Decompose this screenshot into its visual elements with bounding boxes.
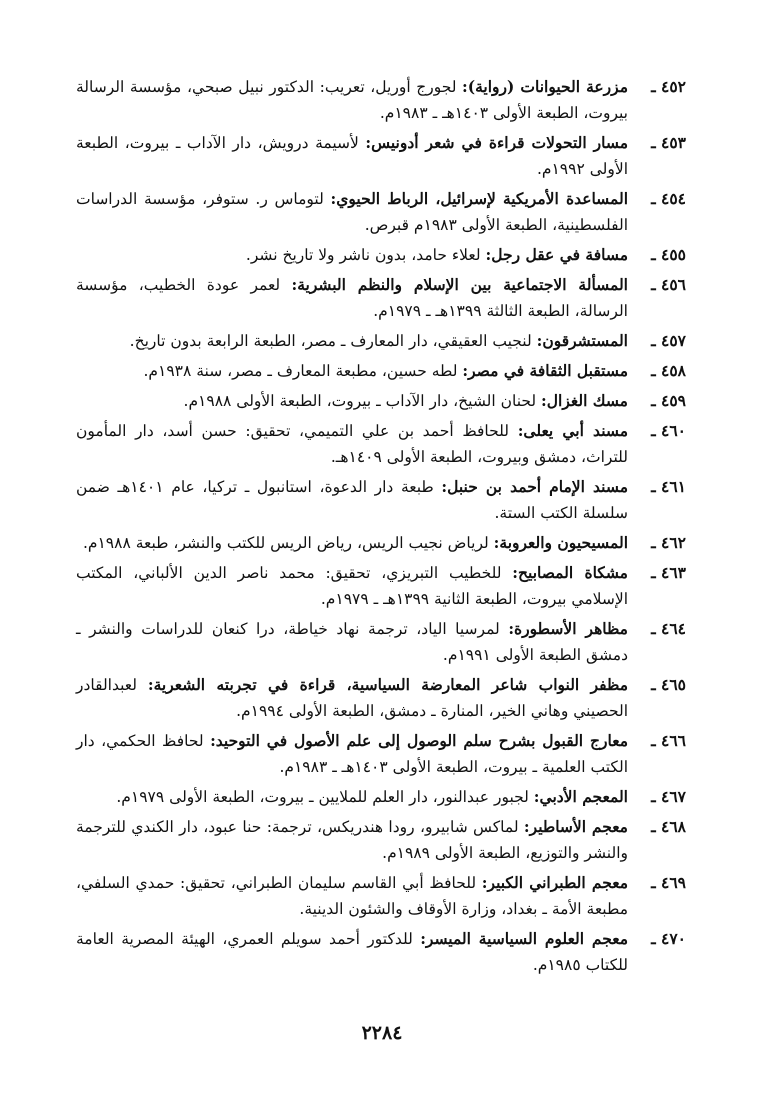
bibliography-entry (76, 814, 686, 866)
bibliography-entry (76, 130, 686, 182)
entry-number: ٤٦٤ ـ (651, 619, 686, 638)
bibliography-entry (76, 474, 686, 526)
entry-details: لعبدالقادر الحصيني وهاني الخير، المنارة ـ دمشق، الطبعة الأولى ١٩٩٤م. (76, 676, 628, 720)
bibliography-entry (76, 74, 686, 126)
entry-number: ٤٦٠ ـ (651, 421, 686, 440)
bibliography-entry (76, 530, 686, 556)
bibliography-entry (76, 926, 686, 978)
entry-title: مسار التحولات قراءة في شعر أدونيس: (365, 133, 628, 152)
entry-title: معجم الأساطير: (523, 817, 628, 836)
entry-title: مظاهر الأسطورة: (508, 619, 628, 638)
entry-details: لجورج أوريل، تعريب: الدكتور نبيل صبحي، مؤسسة الرسالة بيروت، الطبعة الأولى ١٤٠٣هـ ـ ١٩٨٣م. (76, 78, 628, 122)
entry-title: معارج القبول بشرح سلم الوصول إلى علم الأصول في التوحيد: (210, 731, 628, 750)
entry-title: المسألة الاجتماعية بين الإسلام والنظم البشرية: (291, 275, 628, 294)
entry-number: ٤٥٩ ـ (651, 391, 686, 410)
bibliography-entry (76, 784, 686, 810)
entry-title: المستشرقون: (536, 331, 628, 350)
entry-details: لمرسيا الياد، ترجمة نهاد خياطة، درا كنعان للدراسات والنشر ـ دمشق الطبعة الأولى ١٩٩١م. (76, 620, 628, 664)
entry-number: ٤٥٧ ـ (651, 331, 686, 350)
entry-title: مزرعة الحيوانات (رواية): (462, 77, 628, 96)
entry-title: المسيحيون والعروبة: (493, 533, 628, 552)
entry-number: ٤٦٣ ـ (651, 563, 686, 582)
entry-number: ٤٥٦ ـ (651, 275, 686, 294)
entry-details: للدكتور أحمد سويلم العمري، الهيئة المصرية العامة للكتاب ١٩٨٥م. (76, 930, 628, 974)
entry-number: ٤٦٨ ـ (651, 817, 686, 836)
entry-title: مسك الغزال: (541, 391, 628, 410)
bibliography-entry (76, 242, 686, 268)
bibliography-entry (76, 418, 686, 470)
entry-details: لنجيب العقيقي، دار المعارف ـ مصر، الطبعة الرابعة بدون تاريخ. (129, 332, 537, 350)
entry-details: لحافظ الحكمي، دار الكتب العلمية ـ بيروت، الطبعة الأولى ١٤٠٣هـ ـ ١٩٨٣م. (76, 732, 628, 776)
bibliography-entry (76, 272, 686, 324)
entry-title: مسافة في عقل رجل: (485, 245, 628, 264)
entry-number: ٤٦١ ـ (651, 477, 686, 496)
entry-title: مسند أبي يعلى: (517, 421, 628, 440)
entry-number: ٤٥٢ ـ (651, 77, 686, 96)
entry-number: ٤٦٦ ـ (651, 731, 686, 750)
entry-details: لماكس شابيرو، رودا هندريكس، ترجمة: حنا عبود، دار الكندي للترجمة والنشر والتوزيع، الطبعة الأولى ١٩٨٩م. (76, 818, 628, 862)
bibliography-entry (76, 870, 686, 922)
entry-number: ٤٦٥ ـ (651, 675, 686, 694)
bibliography-entry (76, 186, 686, 238)
entry-details: لطه حسين، مطبعة المعارف ـ مصر، سنة ١٩٣٨م. (143, 362, 463, 380)
bibliography-entry (76, 358, 686, 384)
entry-number: ٤٧٠ ـ (651, 929, 686, 948)
entry-details: لجبور عبدالنور، دار العلم للملايين ـ بيروت، الطبعة الأولى ١٩٧٩م. (116, 788, 534, 806)
entry-number: ٤٦٧ ـ (651, 787, 686, 806)
bibliography-entry (76, 616, 686, 668)
entry-number: ٤٥٤ ـ (651, 189, 686, 208)
entry-details: لرياض نجيب الريس، رياض الريس للكتب والنشر، طبعة ١٩٨٨م. (82, 534, 494, 552)
entry-details: للحافظ أبي القاسم سليمان الطبراني، تحقيق: حمدي السلفي، مطبعة الأمة ـ بغداد، وزارة الأوقاف والشئون الدينية. (76, 874, 628, 918)
entry-details: لعلاء حامد، بدون ناشر ولا تاريخ نشر. (245, 246, 486, 264)
bibliography-entry (76, 560, 686, 612)
entry-number: ٤٦٢ ـ (651, 533, 686, 552)
bibliography-entry (76, 672, 686, 724)
bibliography-entry (76, 728, 686, 780)
bibliography-entry (76, 388, 686, 414)
entry-details: لعمر عودة الخطيب، مؤسسة الرسالة، الطبعة الثالثة ١٣٩٩هـ ـ ١٩٧٩م. (76, 276, 628, 320)
page-number: ٢٢٨٤ (361, 1022, 403, 1044)
bibliography-entry (76, 328, 686, 354)
entry-number: ٤٥٥ ـ (651, 245, 686, 264)
entry-number: ٤٥٣ ـ (651, 133, 686, 152)
entry-number: ٤٥٨ ـ (651, 361, 686, 380)
entry-title: المعجم الأدبي: (533, 787, 628, 806)
entry-details: للحافظ أحمد بن علي التميمي، تحقيق: حسن أسد، دار المأمون للتراث، دمشق وبيروت، الطبعة الأولى ١٤٠٩هـ. (76, 422, 628, 466)
entry-details: لحنان الشيخ، دار الآداب ـ بيروت، الطبعة الأولى ١٩٨٨م. (183, 392, 542, 410)
entry-title: مظفر النواب شاعر المعارضة السياسية، قراءة في تجربته الشعرية: (147, 675, 628, 694)
entry-details: للخطيب التبريزي، تحقيق: محمد ناصر الدين الألباني، المكتب الإسلامي بيروت، الطبعة الثانية ١٣٩٩هـ ـ ١٩٧٩م. (76, 564, 628, 608)
entry-title: مستقبل الثقافة في مصر: (462, 361, 628, 380)
entry-details: لأسيمة درويش، دار الآداب ـ بيروت، الطبعة الأولى ١٩٩٢م. (76, 134, 628, 178)
entry-title: معجم العلوم السياسية الميسر: (420, 929, 628, 948)
entry-title: معجم الطبراني الكبير: (481, 873, 628, 892)
entry-number: ٤٦٩ ـ (651, 873, 686, 892)
entry-details: طبعة دار الدعوة، استانبول ـ تركيا، عام ١٤٠١هـ ضمن سلسلة الكتب الستة. (76, 478, 628, 522)
entry-title: مسند الإمام أحمد بن حنبل: (441, 477, 628, 496)
entry-details: لتوماس ر. ستوفر، مؤسسة الدراسات الفلسطينية، الطبعة الأولى ١٩٨٣م قبرص. (76, 190, 628, 234)
bibliography-list (76, 74, 686, 982)
entry-title: مشكاة المصابيح: (512, 563, 628, 582)
entry-title: المساعدة الأمريكية لإسرائيل، الرباط الحيوي: (330, 189, 629, 208)
